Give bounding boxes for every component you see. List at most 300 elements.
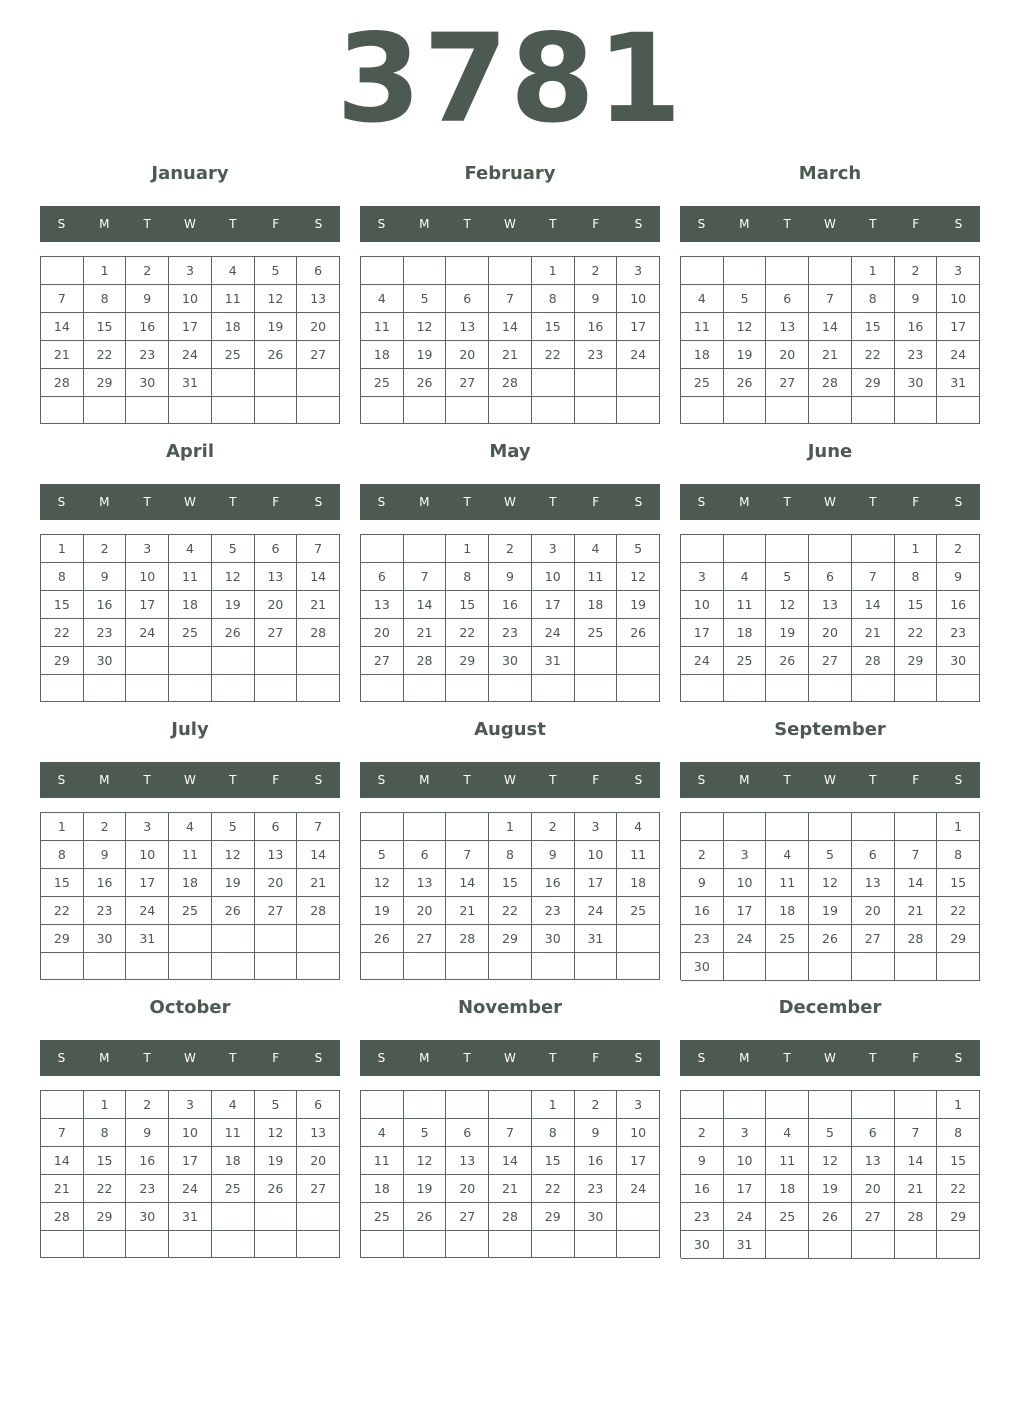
weekday-header (40, 762, 340, 798)
day-cell: 27 (446, 1203, 489, 1231)
day-cell: 16 (681, 897, 724, 925)
day-cell: 1 (937, 1091, 980, 1119)
day-cell (361, 257, 404, 285)
day-cell: 17 (724, 897, 767, 925)
day-cell (169, 647, 212, 675)
weekday-label: M (99, 495, 110, 509)
day-cell: 26 (724, 369, 767, 397)
day-cell: 14 (297, 563, 340, 591)
day-cell: 5 (809, 1119, 852, 1147)
day-cell: 8 (84, 285, 127, 313)
day-cell (681, 675, 724, 702)
day-cell (681, 813, 724, 841)
day-cell: 6 (255, 813, 298, 841)
day-cell (489, 1231, 532, 1258)
day-cell (169, 1231, 212, 1258)
day-cell: 7 (41, 1119, 84, 1147)
day-cell: 3 (724, 841, 767, 869)
day-cell: 21 (297, 869, 340, 897)
day-cell: 2 (937, 535, 980, 563)
day-cell: 13 (809, 591, 852, 619)
day-cell: 22 (446, 619, 489, 647)
day-cell: 14 (446, 869, 489, 897)
day-cell: 18 (212, 313, 255, 341)
month-name: October (149, 997, 231, 1018)
day-cell (681, 1091, 724, 1119)
day-cell: 1 (41, 535, 84, 563)
weekday-label: M (739, 773, 750, 787)
day-cell (852, 675, 895, 702)
weekday-label: W (184, 1051, 196, 1065)
day-cell: 30 (575, 1203, 618, 1231)
day-cell (809, 953, 852, 981)
day-cell (212, 1203, 255, 1231)
day-cell: 13 (446, 1147, 489, 1175)
day-cell: 1 (84, 1091, 127, 1119)
day-cell: 11 (212, 285, 255, 313)
day-cell: 15 (532, 313, 575, 341)
month-name: September (774, 719, 886, 740)
day-cell: 18 (724, 619, 767, 647)
day-cell: 9 (489, 563, 532, 591)
weekday-label: S (697, 773, 706, 787)
day-cell: 1 (895, 535, 938, 563)
day-cell: 11 (575, 563, 618, 591)
day-cell (297, 925, 340, 953)
weekday-label: S (697, 1051, 706, 1065)
day-cell: 20 (361, 619, 404, 647)
day-cell: 28 (41, 369, 84, 397)
day-cell: 19 (404, 341, 447, 369)
day-cell: 25 (212, 1175, 255, 1203)
month-name: May (489, 441, 531, 462)
weekday-label: W (504, 773, 516, 787)
month-name: June (807, 441, 853, 462)
day-cell: 21 (895, 1175, 938, 1203)
day-cell: 8 (895, 563, 938, 591)
day-grid (360, 534, 660, 702)
month-name: August (474, 719, 546, 740)
day-cell (852, 397, 895, 424)
day-cell: 25 (766, 1203, 809, 1231)
day-cell (84, 397, 127, 424)
day-cell: 11 (361, 313, 404, 341)
day-cell: 17 (617, 313, 660, 341)
day-cell (575, 675, 618, 702)
day-cell: 22 (84, 341, 127, 369)
day-cell (255, 647, 298, 675)
day-cell: 19 (361, 897, 404, 925)
day-cell (255, 1231, 298, 1258)
day-cell: 8 (84, 1119, 127, 1147)
day-cell: 25 (361, 1203, 404, 1231)
day-cell: 19 (809, 897, 852, 925)
day-cell (724, 953, 767, 981)
day-cell: 10 (724, 1147, 767, 1175)
weekday-label: S (57, 773, 66, 787)
month-name: April (165, 441, 215, 462)
day-cell: 26 (404, 369, 447, 397)
day-cell: 25 (575, 619, 618, 647)
day-cell: 5 (212, 813, 255, 841)
day-cell: 24 (126, 619, 169, 647)
day-cell: 20 (255, 869, 298, 897)
day-cell: 18 (766, 897, 809, 925)
day-cell (766, 953, 809, 981)
day-cell (575, 647, 618, 675)
day-cell: 18 (361, 1175, 404, 1203)
weekday-label: W (824, 217, 836, 231)
day-cell: 23 (895, 341, 938, 369)
day-cell: 28 (895, 925, 938, 953)
day-cell: 29 (489, 925, 532, 953)
day-cell (212, 675, 255, 702)
day-cell: 22 (895, 619, 938, 647)
day-cell: 1 (937, 813, 980, 841)
weekday-label: S (697, 217, 706, 231)
day-cell: 10 (937, 285, 980, 313)
day-cell: 31 (937, 369, 980, 397)
weekday-label: S (314, 1051, 323, 1065)
day-cell: 6 (255, 535, 298, 563)
day-cell (446, 257, 489, 285)
day-cell: 2 (126, 1091, 169, 1119)
day-cell: 3 (169, 1091, 212, 1119)
day-cell: 1 (41, 813, 84, 841)
day-cell: 12 (617, 563, 660, 591)
day-cell: 14 (852, 591, 895, 619)
day-cell: 19 (724, 341, 767, 369)
day-cell: 18 (681, 341, 724, 369)
day-cell (297, 1231, 340, 1258)
day-cell (212, 397, 255, 424)
day-cell (809, 813, 852, 841)
day-cell: 29 (895, 647, 938, 675)
day-cell: 26 (212, 619, 255, 647)
day-cell: 27 (852, 1203, 895, 1231)
day-cell: 6 (852, 1119, 895, 1147)
day-cell (169, 675, 212, 702)
day-cell: 30 (126, 369, 169, 397)
day-cell: 23 (126, 341, 169, 369)
day-cell: 21 (297, 591, 340, 619)
day-cell: 19 (809, 1175, 852, 1203)
day-cell (126, 647, 169, 675)
weekday-label: S (954, 495, 963, 509)
weekday-label: W (504, 217, 516, 231)
day-cell: 22 (41, 897, 84, 925)
day-cell (212, 925, 255, 953)
day-cell: 4 (766, 1119, 809, 1147)
day-cell (404, 535, 447, 563)
weekday-label: S (634, 495, 643, 509)
day-cell (255, 675, 298, 702)
day-cell: 28 (404, 647, 447, 675)
day-cell: 10 (532, 563, 575, 591)
day-cell: 9 (84, 841, 127, 869)
day-cell (681, 535, 724, 563)
weekday-label: S (314, 217, 323, 231)
day-cell: 31 (575, 925, 618, 953)
day-cell: 26 (809, 925, 852, 953)
weekday-label: T (783, 773, 791, 787)
day-cell: 8 (446, 563, 489, 591)
day-cell (404, 1231, 447, 1258)
weekday-label: M (419, 1051, 430, 1065)
weekday-header (40, 484, 340, 520)
day-cell: 3 (532, 535, 575, 563)
day-cell (126, 1231, 169, 1258)
weekday-label: S (634, 1051, 643, 1065)
day-cell: 27 (809, 647, 852, 675)
day-cell: 12 (361, 869, 404, 897)
day-cell: 7 (297, 813, 340, 841)
day-cell: 7 (489, 1119, 532, 1147)
day-cell (809, 257, 852, 285)
day-cell: 23 (84, 897, 127, 925)
day-cell: 26 (361, 925, 404, 953)
day-cell: 2 (126, 257, 169, 285)
day-cell (404, 675, 447, 702)
day-cell: 18 (361, 341, 404, 369)
weekday-label: M (739, 217, 750, 231)
day-cell: 9 (681, 1147, 724, 1175)
weekday-label: S (954, 1051, 963, 1065)
weekday-label: S (634, 773, 643, 787)
day-cell: 17 (126, 869, 169, 897)
day-cell: 20 (446, 341, 489, 369)
day-cell: 7 (297, 535, 340, 563)
weekday-label: F (912, 773, 920, 787)
weekday-label: T (549, 217, 557, 231)
day-cell (681, 397, 724, 424)
day-cell: 26 (404, 1203, 447, 1231)
day-cell: 3 (937, 257, 980, 285)
weekday-label: T (143, 217, 151, 231)
month-name: March (798, 163, 862, 184)
day-cell: 17 (617, 1147, 660, 1175)
day-cell (852, 535, 895, 563)
day-cell: 30 (681, 953, 724, 981)
day-cell: 26 (766, 647, 809, 675)
day-cell: 30 (937, 647, 980, 675)
day-cell: 6 (446, 1119, 489, 1147)
day-cell: 8 (41, 563, 84, 591)
day-cell: 26 (255, 341, 298, 369)
day-cell: 20 (809, 619, 852, 647)
day-cell: 4 (361, 1119, 404, 1147)
day-cell: 27 (255, 897, 298, 925)
day-cell: 5 (404, 1119, 447, 1147)
day-cell: 10 (724, 869, 767, 897)
weekday-label: S (314, 495, 323, 509)
day-cell: 24 (532, 619, 575, 647)
weekday-label: M (419, 495, 430, 509)
day-cell (404, 257, 447, 285)
day-grid (40, 812, 340, 980)
day-cell: 24 (575, 897, 618, 925)
day-cell: 6 (809, 563, 852, 591)
day-cell: 7 (895, 841, 938, 869)
day-cell: 8 (41, 841, 84, 869)
day-cell: 12 (255, 1119, 298, 1147)
day-cell (852, 813, 895, 841)
day-cell (255, 369, 298, 397)
day-cell: 23 (532, 897, 575, 925)
day-cell: 23 (575, 1175, 618, 1203)
day-cell: 1 (446, 535, 489, 563)
day-cell: 9 (532, 841, 575, 869)
day-cell (617, 647, 660, 675)
day-cell (895, 675, 938, 702)
day-cell: 8 (532, 1119, 575, 1147)
weekday-label: T (869, 217, 877, 231)
day-cell: 16 (84, 591, 127, 619)
weekday-label: T (783, 495, 791, 509)
day-cell: 30 (84, 647, 127, 675)
day-cell: 17 (724, 1175, 767, 1203)
day-cell: 17 (937, 313, 980, 341)
day-cell (84, 1231, 127, 1258)
weekday-label: T (463, 1051, 471, 1065)
day-cell: 4 (169, 535, 212, 563)
day-cell: 1 (532, 1091, 575, 1119)
day-cell: 26 (255, 1175, 298, 1203)
day-cell: 2 (84, 813, 127, 841)
day-cell: 5 (255, 257, 298, 285)
weekday-label: T (143, 1051, 151, 1065)
day-cell: 28 (41, 1203, 84, 1231)
day-cell: 18 (575, 591, 618, 619)
weekday-label: T (229, 217, 237, 231)
day-cell (489, 675, 532, 702)
day-cell: 8 (532, 285, 575, 313)
weekday-label: T (783, 217, 791, 231)
day-cell: 27 (404, 925, 447, 953)
weekday-label: M (99, 1051, 110, 1065)
day-cell: 4 (212, 257, 255, 285)
day-cell: 5 (617, 535, 660, 563)
weekday-label: T (463, 773, 471, 787)
day-cell: 27 (446, 369, 489, 397)
weekday-label: W (184, 495, 196, 509)
day-cell: 17 (169, 1147, 212, 1175)
day-cell: 23 (126, 1175, 169, 1203)
day-cell (766, 257, 809, 285)
day-cell: 6 (297, 257, 340, 285)
day-cell (41, 1231, 84, 1258)
day-cell: 29 (532, 1203, 575, 1231)
day-cell: 22 (41, 619, 84, 647)
day-cell (895, 953, 938, 981)
day-cell: 28 (489, 369, 532, 397)
year-title: 3781 (336, 8, 684, 150)
day-cell (297, 397, 340, 424)
weekday-label: S (954, 217, 963, 231)
day-cell: 10 (126, 563, 169, 591)
day-cell: 14 (404, 591, 447, 619)
day-cell (212, 1231, 255, 1258)
day-cell: 15 (532, 1147, 575, 1175)
day-cell: 4 (361, 285, 404, 313)
day-cell: 21 (852, 619, 895, 647)
day-cell: 18 (766, 1175, 809, 1203)
day-cell (297, 369, 340, 397)
day-cell (212, 369, 255, 397)
day-cell: 6 (297, 1091, 340, 1119)
day-cell (532, 953, 575, 980)
day-cell: 23 (937, 619, 980, 647)
day-cell (895, 813, 938, 841)
day-cell: 21 (41, 341, 84, 369)
day-cell: 11 (212, 1119, 255, 1147)
day-cell: 28 (297, 619, 340, 647)
weekday-label: F (912, 495, 920, 509)
day-cell (297, 675, 340, 702)
day-cell: 5 (404, 285, 447, 313)
weekday-label: F (592, 217, 600, 231)
day-cell: 20 (446, 1175, 489, 1203)
day-cell (361, 953, 404, 980)
weekday-label: F (592, 495, 600, 509)
day-cell: 8 (937, 1119, 980, 1147)
day-cell: 31 (169, 369, 212, 397)
day-cell: 10 (169, 1119, 212, 1147)
day-cell: 22 (532, 1175, 575, 1203)
day-cell: 16 (126, 1147, 169, 1175)
day-cell: 3 (575, 813, 618, 841)
day-cell: 7 (489, 285, 532, 313)
day-cell (724, 257, 767, 285)
day-cell: 24 (617, 341, 660, 369)
weekday-label: T (143, 773, 151, 787)
day-cell: 16 (575, 1147, 618, 1175)
day-cell (361, 1231, 404, 1258)
day-cell: 12 (255, 285, 298, 313)
day-cell: 28 (446, 925, 489, 953)
day-cell: 25 (169, 619, 212, 647)
day-cell: 9 (126, 285, 169, 313)
day-cell: 11 (766, 869, 809, 897)
weekday-header (360, 484, 660, 520)
day-cell: 20 (255, 591, 298, 619)
weekday-header (360, 1040, 660, 1076)
day-cell (617, 953, 660, 980)
day-cell: 3 (169, 257, 212, 285)
day-cell: 12 (724, 313, 767, 341)
day-cell (617, 925, 660, 953)
weekday-label: T (229, 495, 237, 509)
day-cell: 12 (212, 563, 255, 591)
day-cell (852, 953, 895, 981)
day-cell: 25 (724, 647, 767, 675)
day-cell: 23 (84, 619, 127, 647)
day-cell (41, 953, 84, 980)
day-cell: 7 (446, 841, 489, 869)
month-name: January (151, 163, 229, 184)
day-cell: 22 (84, 1175, 127, 1203)
day-cell: 21 (809, 341, 852, 369)
weekday-label: T (869, 495, 877, 509)
weekday-label: T (869, 773, 877, 787)
day-cell: 10 (169, 285, 212, 313)
day-cell: 13 (255, 563, 298, 591)
weekday-label: T (463, 217, 471, 231)
day-cell (532, 675, 575, 702)
day-cell (937, 1231, 980, 1259)
day-cell: 2 (681, 1119, 724, 1147)
day-cell: 1 (852, 257, 895, 285)
